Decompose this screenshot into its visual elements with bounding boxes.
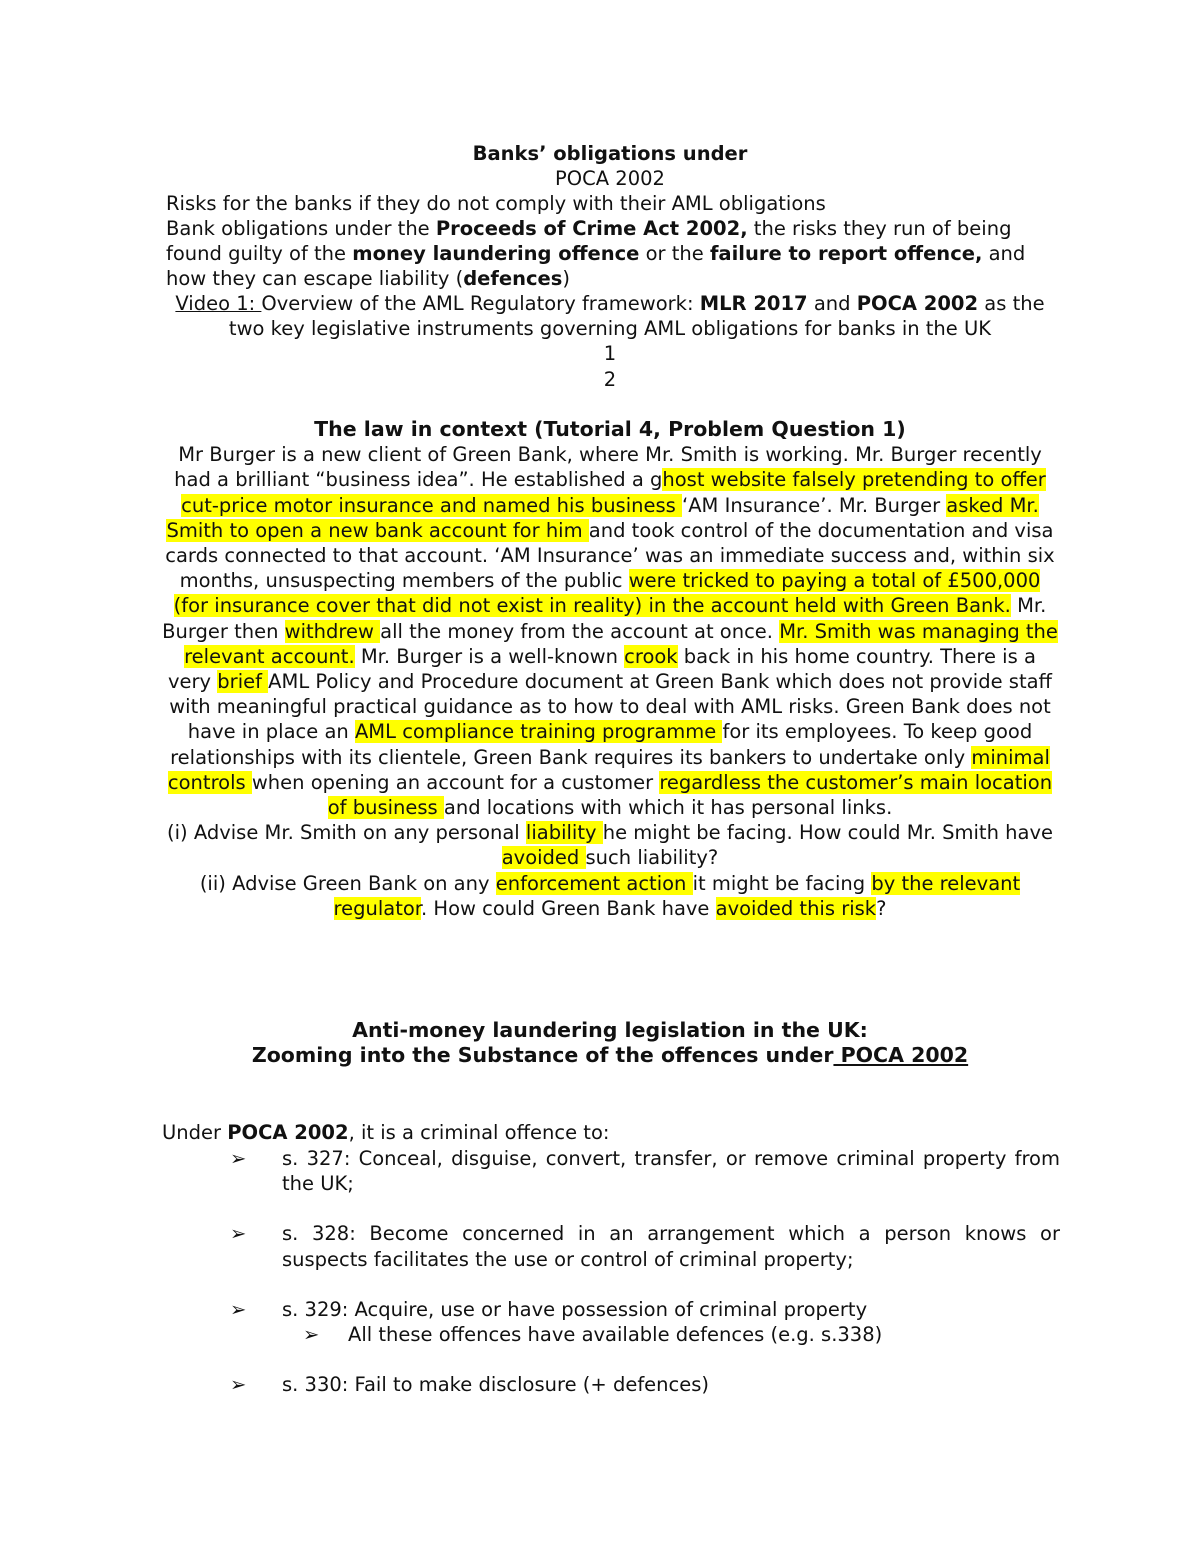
arrow-bullet-icon: ➢ <box>230 1222 247 1246</box>
section-heading-prefix: Zooming into the Substance of the offences under <box>251 1043 834 1068</box>
case-study <box>160 417 1060 921</box>
video-section <box>160 291 1060 392</box>
document-title <box>160 141 1060 191</box>
poca-2002: POCA 2002 <box>856 292 979 315</box>
number-2: 2 <box>603 367 617 391</box>
section-heading <box>160 1018 1060 1068</box>
case-text: ‘AM Insurance’. Mr. Burger <box>682 493 947 517</box>
question-2 <box>160 871 1060 921</box>
poca-full-name: Proceeds of Crime Act 2002, <box>435 217 748 240</box>
case-text: AML Policy and Procedure document at Green Bank which does not provide staff with meaningful practical guidance as to how to deal with AML risks. Green Bank does not have in place an <box>169 670 1052 744</box>
section-heading-line-1: Anti-money laundering legislation in the UK: <box>352 1018 868 1042</box>
arrow-bullet-icon: ➢ <box>303 1323 320 1347</box>
arrow-bullet-icon: ➢ <box>230 1147 247 1170</box>
or-the: or the <box>639 242 710 266</box>
highlight: host website falsely pretending to offer cut-price motor insurance and named his business <box>181 468 1046 517</box>
highlight: were tricked to paying a total of £500,000 (for insurance cover that did not exist in reality) in the account held with Green Bank. <box>173 569 1041 618</box>
escape-text: and how they can escape liability ( <box>166 242 1026 291</box>
case-text: Mr Burger is a new client of Green Bank, where Mr. Smith is working. Mr. Burger recently had a brilliant “business idea”. He established a g <box>174 443 1042 492</box>
defences-note: All these offences have available defences (e.g. s.338) <box>348 1323 883 1347</box>
sub-list-item <box>278 1322 1060 1347</box>
case-text: Mr. Burger then <box>162 594 1047 643</box>
case-text: and locations with which it has personal links. <box>443 796 893 820</box>
poca-bold: POCA 2002 <box>227 1121 349 1144</box>
video-text-1: Overview of the AML Regulatory framework: <box>261 292 700 315</box>
highlight: brief <box>217 670 269 694</box>
q2-text: (ii) Advise Green Bank on any <box>199 871 496 895</box>
q1-text: he might be facing. How could Mr. Smith have <box>602 821 1053 845</box>
highlight: Mr. Smith was managing the relevant account. <box>184 619 1058 668</box>
intro-a: Under <box>162 1121 228 1144</box>
video-and: and <box>807 292 857 315</box>
case-heading: The law in context (Tutorial 4, Problem Question 1) <box>314 417 906 441</box>
highlight: by the relevant regulator <box>333 871 1021 920</box>
highlight: avoided this risk <box>715 896 877 920</box>
video-paragraph <box>160 291 1060 341</box>
arrow-bullet-icon: ➢ <box>230 1373 247 1397</box>
case-text: for its employees. To keep good relationships with its clientele, Green Bank requires its bankers to undertake only <box>170 720 1033 769</box>
offences-list <box>230 1146 1060 1397</box>
obligations-paragraph <box>166 216 1066 292</box>
ml-offence: money laundering offence <box>352 242 640 266</box>
highlight: minimal controls <box>167 745 1050 794</box>
offences-intro <box>162 1120 1062 1145</box>
intro-c: , it is a criminal offence to: <box>348 1121 610 1144</box>
highlight: asked Mr. Smith to open a new bank account for him <box>166 493 1039 542</box>
s329-text: s. 329: Acquire, use or have possession of criminal property <box>282 1297 868 1321</box>
q2-text: . How could Green Bank have <box>421 896 716 920</box>
question-1 <box>160 820 1060 870</box>
highlight: enforcement action <box>495 871 693 895</box>
case-text: back in his home country. There is a very <box>168 644 1036 694</box>
close-paren: ) <box>562 267 570 291</box>
case-text: when opening an account for a customer <box>251 770 660 794</box>
s327-text: s. 327: Conceal, disguise, convert, transfer, or remove criminal property from the UK; <box>282 1147 1060 1196</box>
video-label[interactable]: Video 1: <box>175 292 262 315</box>
case-paragraph <box>160 442 1060 820</box>
q1-text: such liability? <box>585 846 719 870</box>
title-line-1: Banks’ obligations under <box>472 142 748 165</box>
poca-link[interactable]: POCA 2002 <box>833 1043 969 1068</box>
highlight: liability <box>525 821 603 845</box>
q1-text: (i) Advise Mr. Smith on any personal <box>167 821 526 845</box>
case-text: and took control of the documentation and visa cards connected to that account. ‘AM Insurance’ was an immediate success and, within six months, unsuspecting members of the public <box>165 518 1055 593</box>
list-item <box>230 1146 1060 1196</box>
list-item <box>230 1221 1060 1271</box>
q2-text: ? <box>876 896 887 920</box>
highlight: AML compliance training programme <box>354 720 723 744</box>
q2-text: it might be facing <box>692 871 872 895</box>
s330-text: s. 330: Fail to make disclosure (+ defences) <box>282 1373 710 1397</box>
highlight: crook <box>624 644 678 668</box>
failure-offence: failure to report offence, <box>709 242 983 266</box>
highlight: withdrew <box>284 619 381 643</box>
video-text-2: as the two key legislative instruments governing AML obligations for banks in the UK <box>228 292 1045 341</box>
highlight: avoided <box>501 846 586 870</box>
arrow-bullet-icon: ➢ <box>230 1297 247 1321</box>
intro-risks <box>166 191 1066 216</box>
section-heading-line-2 <box>160 1043 1060 1068</box>
title-line-2: POCA 2002 <box>555 167 665 191</box>
s328-text: s. 328: Become concerned in an arrangement which a person knows or suspects facilitates the use or control of criminal property; <box>282 1222 1060 1271</box>
obligations-mid: the risks they run of being found guilty of the <box>166 217 1012 266</box>
case-text: all the money from the account at once. <box>380 619 780 643</box>
list-item <box>230 1297 1060 1322</box>
number-1: 1 <box>603 342 617 366</box>
mlr-2017: MLR 2017 <box>699 292 808 315</box>
highlight: regardless the customer’s main location of business <box>327 770 1053 820</box>
list-item <box>230 1372 1060 1397</box>
risks-line: Risks for the banks if they do not comply with their AML obligations <box>166 192 826 215</box>
obligations-prefix: Bank obligations under the <box>166 217 436 240</box>
intro-obligations <box>166 216 1066 292</box>
case-text: Mr. Burger is a well-known <box>354 644 625 668</box>
defences-word: defences <box>463 267 563 291</box>
